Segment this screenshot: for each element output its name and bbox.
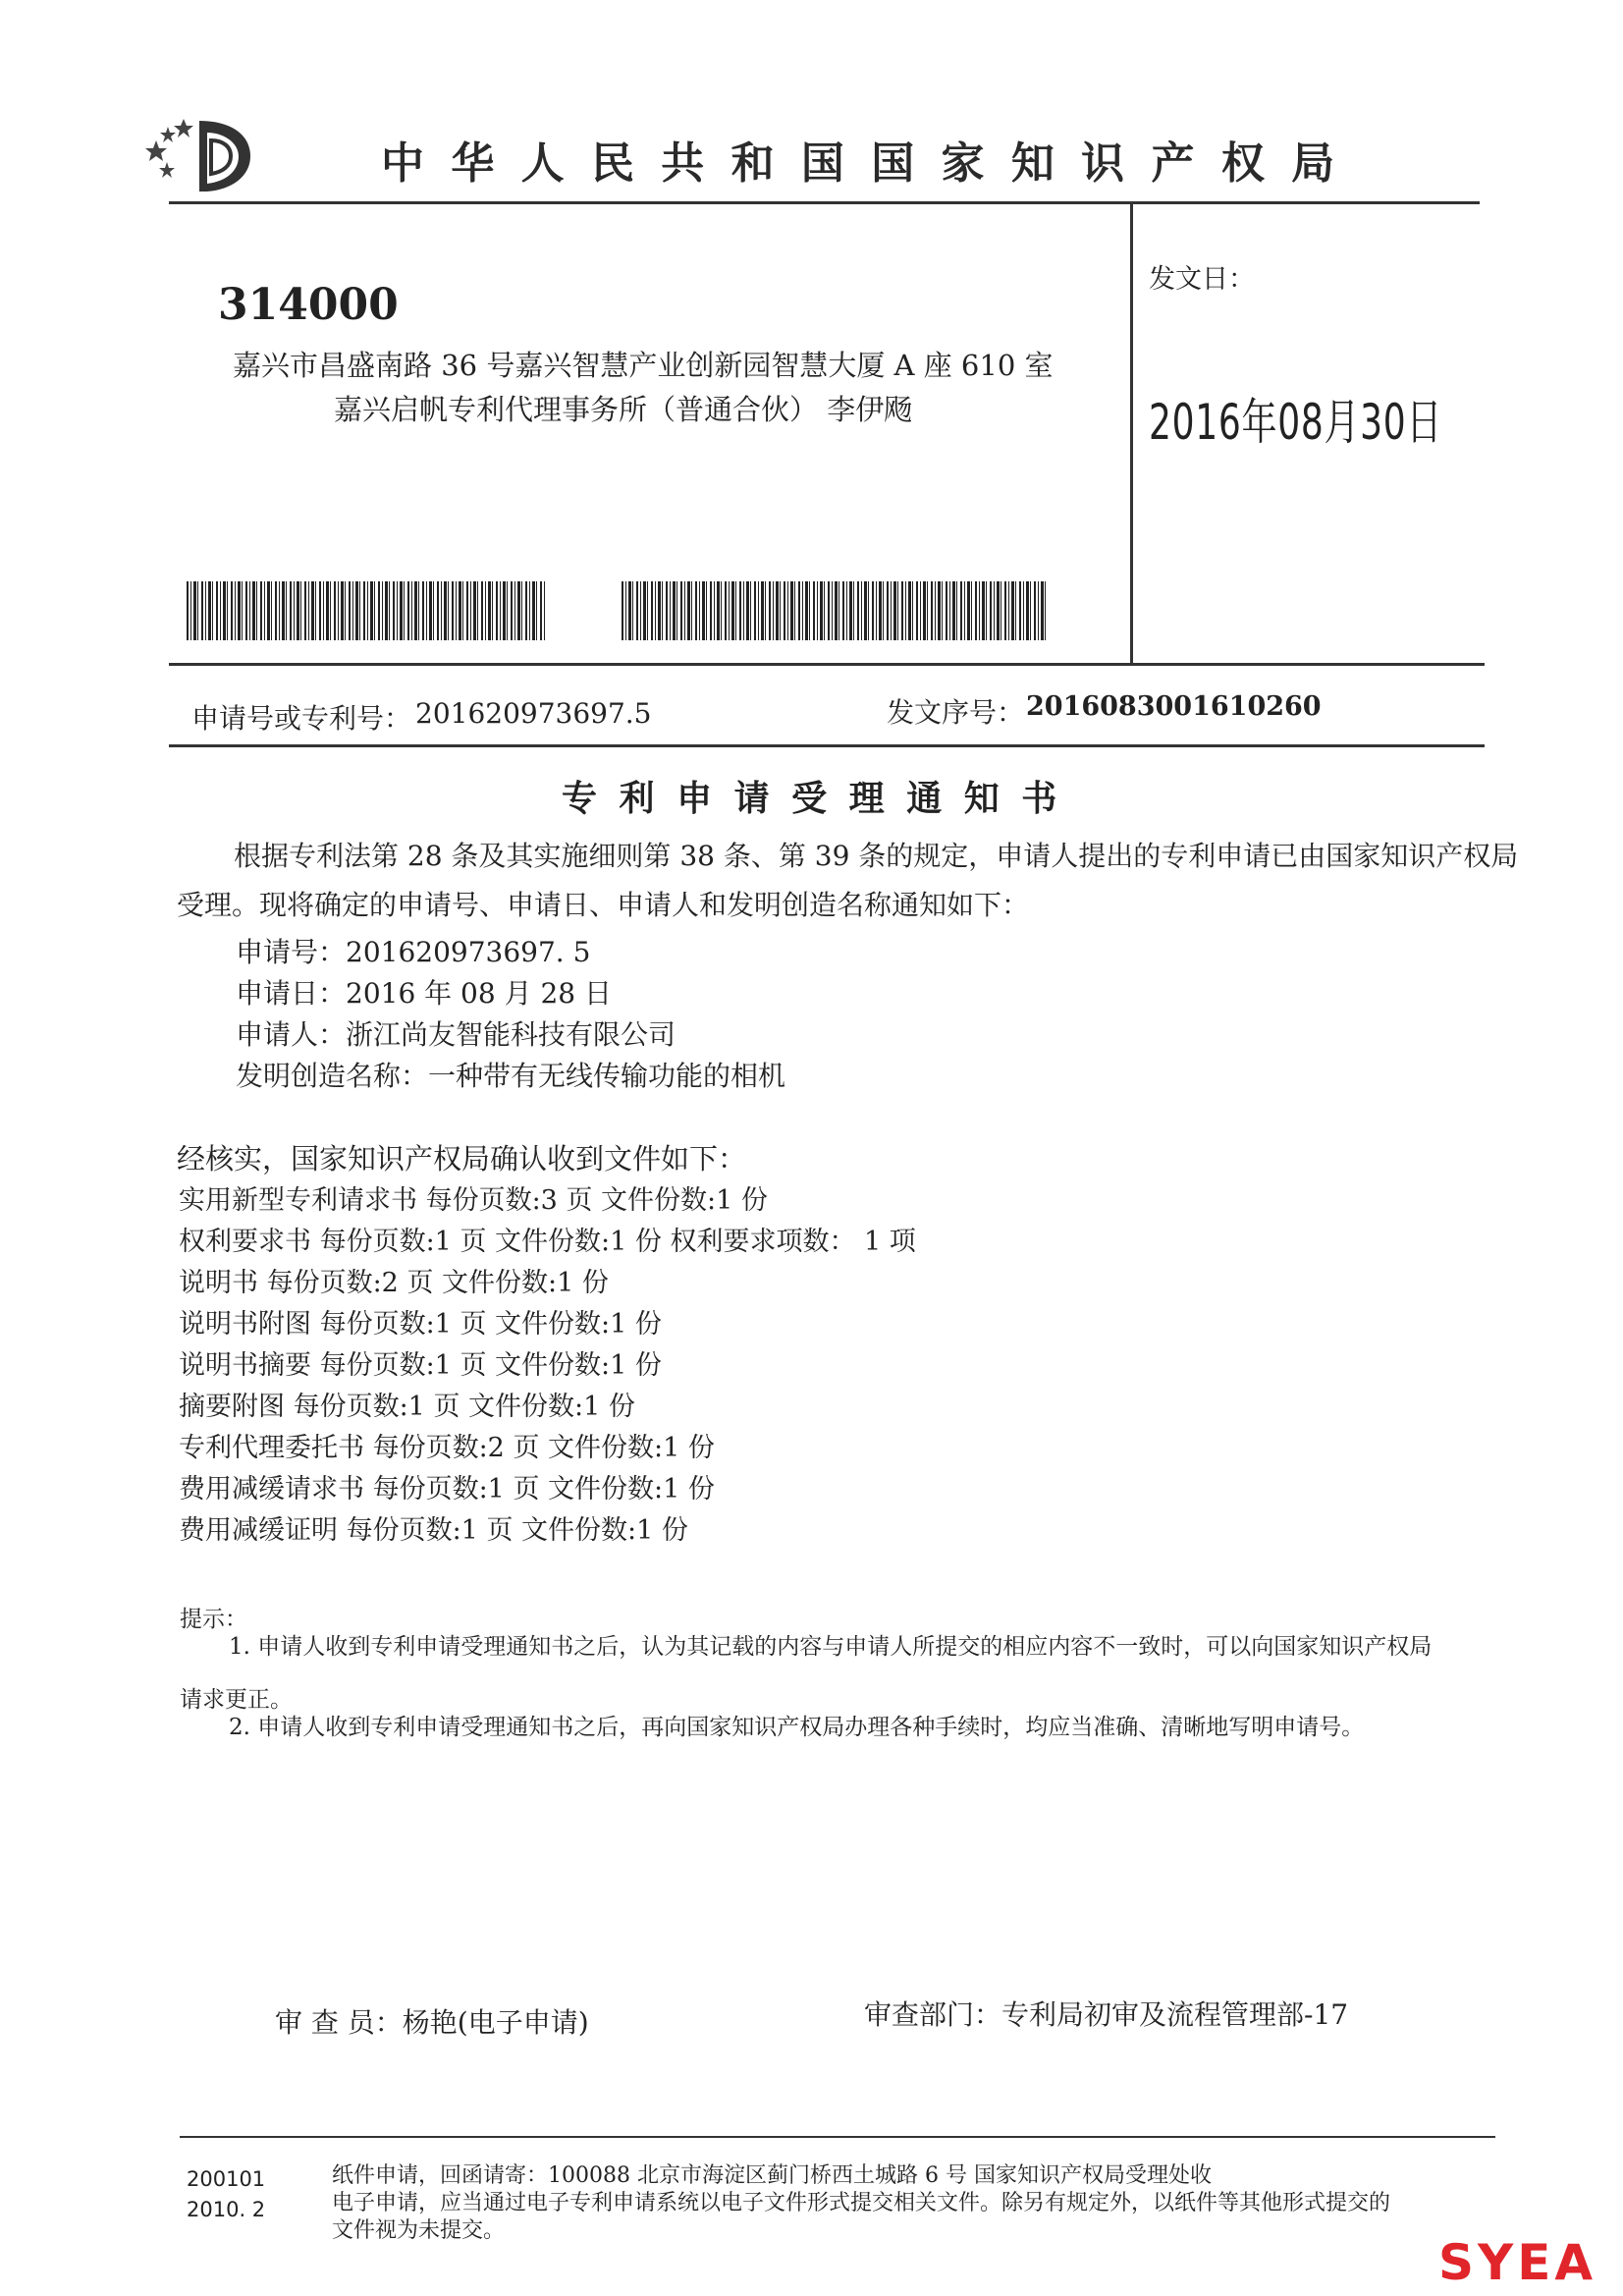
postal-code: 314000 [218, 280, 399, 330]
list-item: 说明书 每份页数:2 页 文件份数:1 份 [179, 1268, 609, 1298]
form-code: 200101 [187, 2167, 266, 2191]
notice-title: 专 利 申 请 受 理 通 知 书 [562, 779, 1062, 819]
tip-2: 2. 申请人收到专利申请受理通知书之后，再向国家知识产权局办理各种手续时，均应当准确、清晰地写明申请号。 [229, 1715, 1365, 1740]
detail-invention-title: 发明创造名称：一种带有无线传输功能的相机 [236, 1060, 786, 1092]
recipient-line: 嘉兴启帆专利代理事务所（普通合伙） 李伊飏 [334, 393, 913, 426]
list-item: 摘要附图 每份页数:1 页 文件份数:1 份 [179, 1392, 635, 1422]
office-name-heading: 中 华 人 民 共 和 国 国 家 知 识 产 权 局 [381, 138, 1341, 189]
list-item: 说明书摘要 每份页数:1 页 文件份数:1 份 [179, 1350, 662, 1381]
list-item: 专利代理委托书 每份页数:2 页 文件份数:1 份 [179, 1433, 715, 1463]
dispatch-date-label: 发文日： [1149, 264, 1255, 295]
serial-number-label: 发文序号： [887, 696, 1025, 729]
tip-1-line-1: 1. 申请人收到专利申请受理通知书之后，认为其记载的内容与申请人所提交的相应内容不一致时，可以向国家知识产权局 [229, 1634, 1433, 1660]
footer-line-1: 纸件申请，回函请寄：100088 北京市海淀区蓟门桥西土城路 6 号 国家知识产权局受理处收 [332, 2163, 1212, 2188]
footer-line-2: 电子申请，应当通过电子专利申请系统以电子文件形式提交相关文件。除另有规定外，以纸件等其他形式提交的 [332, 2191, 1391, 2215]
barcode-right [622, 581, 1048, 640]
tip-1-line-2: 请求更正。 [180, 1687, 293, 1713]
form-date: 2010. 2 [187, 2198, 266, 2221]
list-item: 说明书附图 每份页数:1 页 文件份数:1 份 [179, 1309, 662, 1339]
syea-logo: SYEA [1438, 2234, 1597, 2291]
list-item: 费用减缓请求书 每份页数:1 页 文件份数:1 份 [179, 1474, 715, 1504]
examiner: 审 查 员：杨艳(电子申请) [275, 2006, 589, 2039]
notice-intro-line-2: 受理。现将确定的申请号、申请日、申请人和发明创造名称通知如下： [177, 889, 1030, 921]
notice-intro-line-1: 根据专利法第 28 条及其实施细则第 38 条、第 39 条的规定，申请人提出的专利申请已由国家知识产权局 [234, 840, 1519, 872]
barcode-left [187, 581, 547, 640]
received-heading: 经核实，国家知识产权局确认收到文件如下： [177, 1142, 747, 1175]
list-item: 权利要求书 每份页数:1 页 文件份数:1 份 权利要求项数： 1 项 [179, 1227, 916, 1257]
serial-number: 2016083001610260 [1026, 691, 1322, 722]
top-rule [169, 201, 1480, 204]
detail-filing-date: 申请日：2016 年 08 月 28 日 [236, 977, 613, 1010]
application-number-label: 申请号或专利号： [191, 702, 412, 735]
footer-rule [180, 2136, 1495, 2138]
tips-heading: 提示： [180, 1607, 247, 1632]
address-line: 嘉兴市昌盛南路 36 号嘉兴智慧产业创新园智慧大厦 A 座 610 室 [233, 349, 1054, 382]
detail-application-number: 申请号：201620973697. 5 [236, 936, 591, 968]
application-number: 201620973697.5 [415, 697, 652, 730]
detail-applicant: 申请人：浙江尚友智能科技有限公司 [236, 1018, 676, 1051]
examining-department: 审查部门：专利局初审及流程管理部-17 [864, 1998, 1349, 2031]
address-bottom-rule [169, 663, 1485, 666]
footer-line-3: 文件视为未提交。 [332, 2218, 506, 2243]
date-box-divider [1130, 201, 1133, 663]
cnipa-emblem-icon [142, 113, 260, 201]
list-item: 费用减缓证明 每份页数:1 页 文件份数:1 份 [179, 1515, 688, 1546]
reference-bottom-rule [169, 744, 1485, 747]
dispatch-date: 2016年08月30日 [1149, 394, 1443, 451]
list-item: 实用新型专利请求书 每份页数:3 页 文件份数:1 份 [179, 1185, 768, 1216]
